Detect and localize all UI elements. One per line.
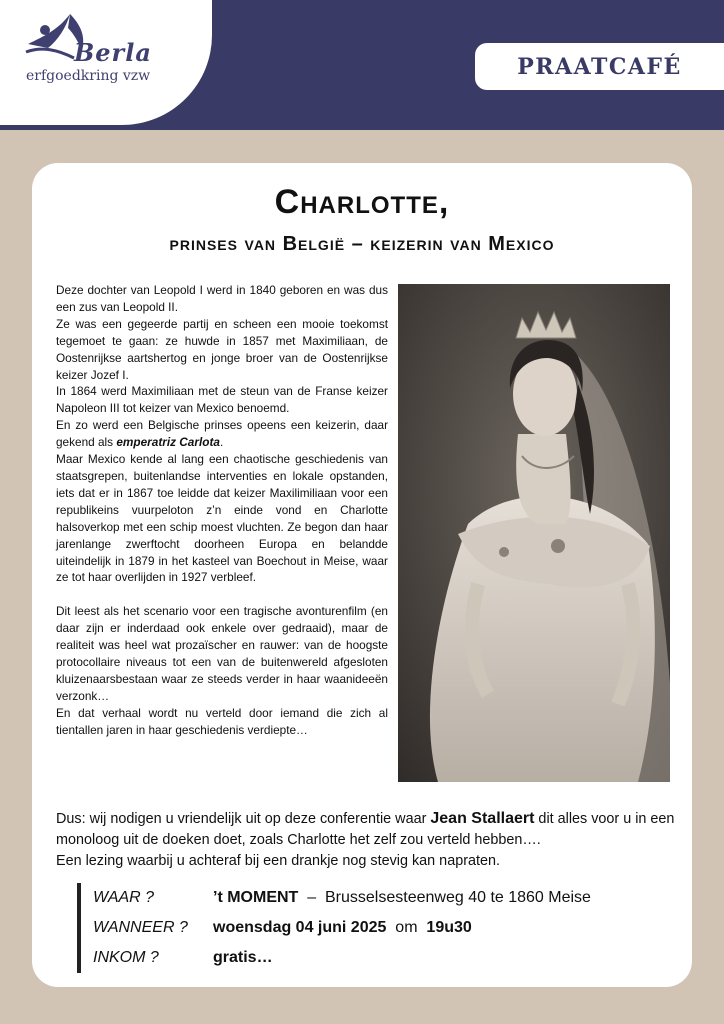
speaker-name: Jean Stallaert (430, 810, 535, 827)
section-tab (475, 43, 724, 90)
event-date: woensdag 04 juni 2025 (213, 919, 387, 936)
paragraph: In 1864 werd Maximiliaan met de steun van de Franse keizer Napoleon III tot keizer van Mexico benoemd. (56, 384, 388, 416)
logo-subtitle: erfgoedkring vzw (26, 68, 151, 84)
emphasis: emperatriz Carlota (116, 435, 220, 450)
detail-row-where (93, 883, 663, 913)
text: Dus: wij nodigen u vriendelijk uit op deze conferentie waar (56, 811, 431, 827)
detail-label: INKOM ? (93, 949, 159, 966)
paragraph: Dit leest als het scenario voor een tragische avonturenfilm (en daar zijn er inderdaad ook enkele over gedraaid), maar de realiteit was heel wat prozaïscher en rauwer: van de hoogste protocollaire niveaus tot een van de buitenwereld afgesloten kluizenaarsbestaan waar ze steeds verder in haar waanideeën verzonk… (56, 604, 388, 703)
article-text (56, 282, 388, 739)
venue-address: – Brusselsesteenweg 40 te 1860 Meise (298, 889, 591, 906)
logo-name: Berla (74, 38, 152, 67)
text: . (219, 435, 224, 450)
venue-name: ’t MOMENT (213, 889, 299, 906)
page-subtitle: prinses van België – keizerin van Mexico (169, 233, 555, 255)
text: dit alles voor u in een monoloog uit de doeken doet, zoals Charlotte het zelf zou verteld hebben…. (56, 811, 675, 848)
detail-label: WANNEER ? (93, 919, 188, 936)
entry-fee: gratis… (213, 949, 273, 966)
paragraph (56, 417, 388, 451)
paragraph (56, 808, 676, 851)
paragraph: Ze was een gegeerde partij en scheen een mooie toekomst tegemoet te gaan: ze huwde in 1857 met Maximiliaan, de Oostenrijkse aartshertog en jonge broer van de Oostenrijkse keizer Jozef I. (56, 316, 388, 382)
detail-row-when (93, 913, 663, 943)
paragraph: Deze dochter van Leopold I werd in 1840 geboren en was dus een zus van Leopold II. (56, 283, 388, 314)
detail-value (213, 919, 472, 937)
detail-label: WAAR ? (93, 889, 155, 906)
content-card (32, 163, 692, 987)
page-title: Charlotte, (274, 183, 450, 221)
portrait-illustration (398, 284, 670, 782)
paragraph: Een lezing waarbij u achteraf bij een drankje nog stevig kan napraten. (56, 853, 500, 869)
text: En zo werd een Belgische prinses opeens een keizerin, daar gekend als (56, 418, 388, 450)
portrait-image (398, 284, 670, 782)
paragraph: En dat verhaal wordt nu verteld door iemand die zich al tientallen jaren in haar geschiedenis verdiepte… (56, 705, 388, 737)
text: om (386, 919, 427, 936)
detail-row-entry (93, 943, 663, 973)
paragraph: Maar Mexico kende al lang een chaotische geschiedenis van staatsgrepen, buitenlandse interventies en lokale opstanden, iets dat er in 1867 toe leidde dat keizer Maxilimiliaan voor een republikeins vuurpeloton z’n einde vond en Charlotte halsoverkop met een schip moest vluchten. Ze begon dan haar jarenlange zwerftocht doorheen Europa en belandde uiteindelijk in 1879 in het kasteel van Boechout in Meise, waar ze tot haar overlijden in 1927 verbleef. (56, 452, 388, 585)
section-label: PRAATCAFÉ (517, 53, 682, 80)
invitation-text (56, 808, 676, 872)
detail-value (213, 889, 591, 907)
event-time: 19u30 (426, 919, 472, 936)
event-details (77, 883, 663, 973)
